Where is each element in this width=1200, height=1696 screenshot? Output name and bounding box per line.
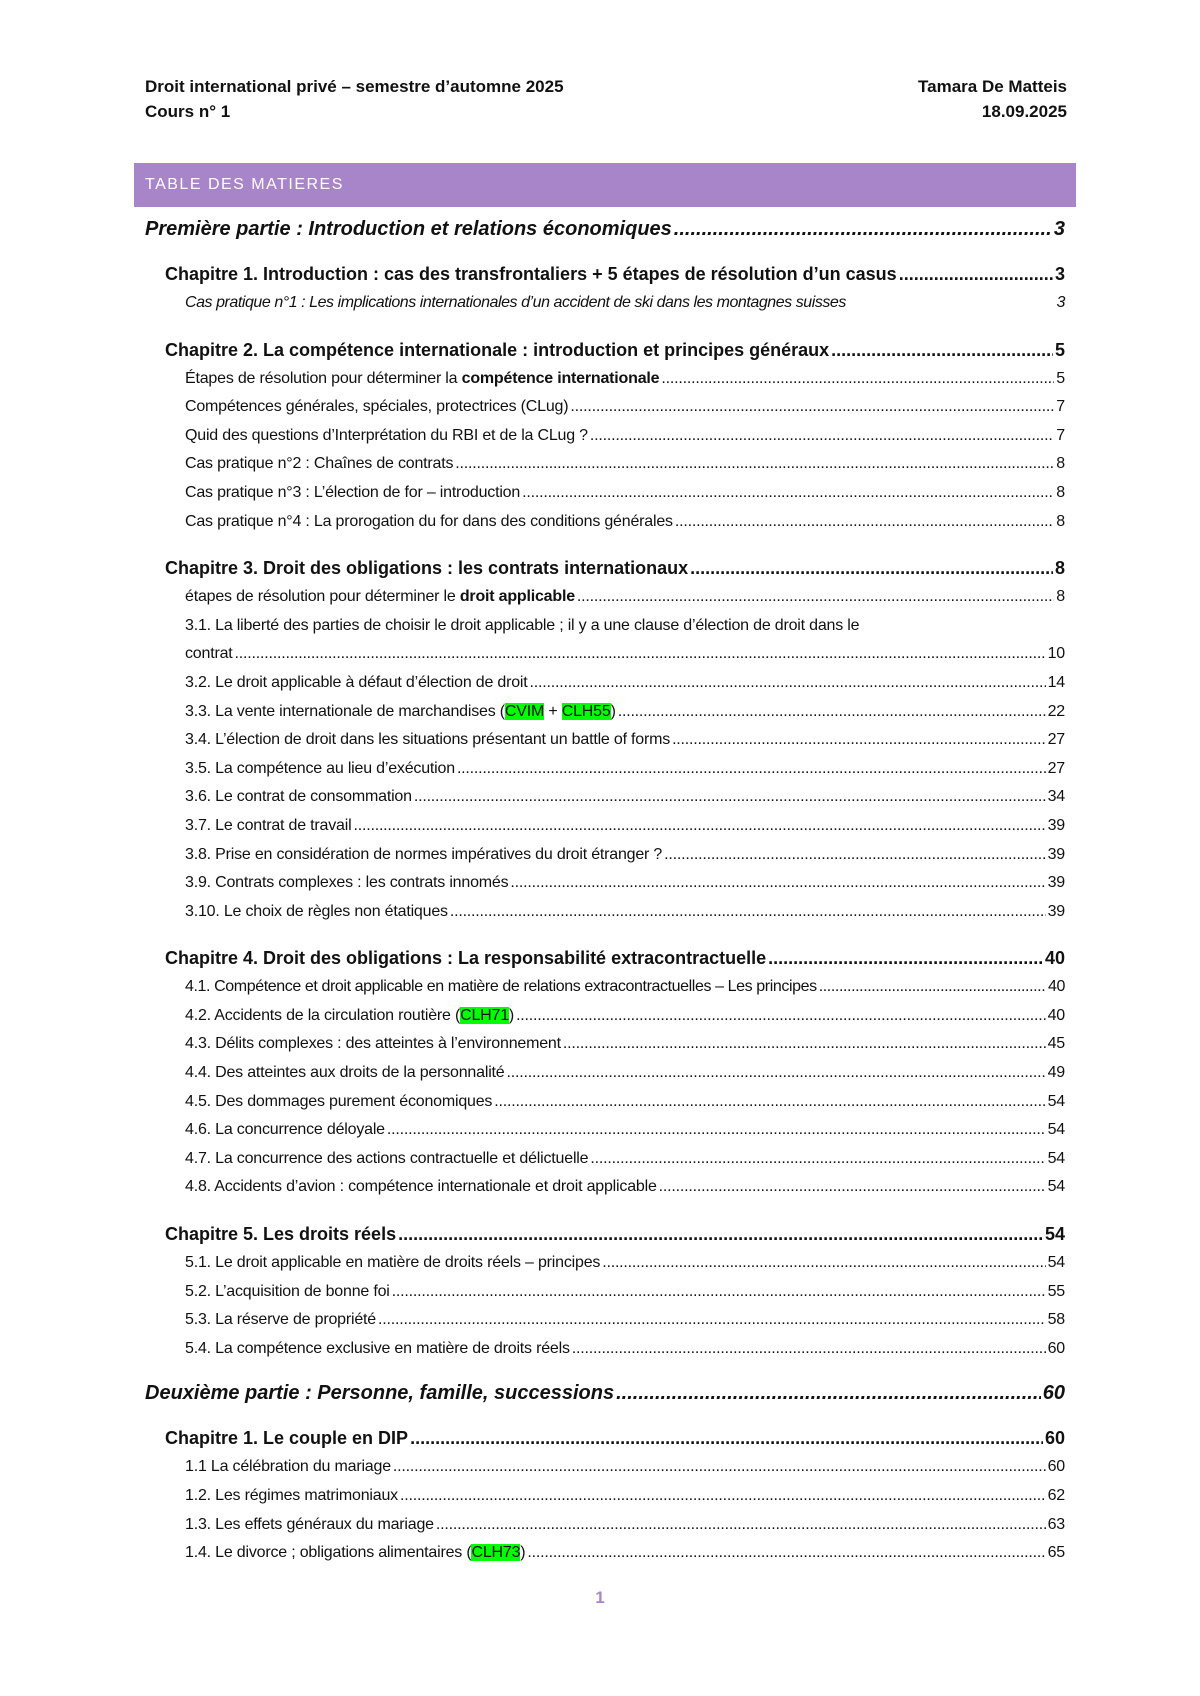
- toc-entry-title: 3.8. Prise en considération de normes impératives du droit étranger ?: [185, 845, 663, 863]
- highlight-clh55: CLH55: [561, 702, 611, 720]
- toc-entry[interactable]: [145, 1150, 1065, 1179]
- toc-part-title: Première partie : Introduction et relations économiques: [145, 218, 672, 240]
- toc-entry-title: 4.5. Des dommages purement économiques: [185, 1092, 493, 1110]
- toc-page-number: 14: [1047, 673, 1065, 691]
- toc-page-number: 39: [1047, 816, 1065, 834]
- toc-entry[interactable]: [145, 788, 1065, 817]
- toc-entry-title: 3.4. L’élection de droit dans les situations présentant un battle of forms: [185, 731, 671, 749]
- toc-part-title: Deuxième partie : Personne, famille, successions: [145, 1382, 615, 1405]
- toc-entry-title: 3.2. Le droit applicable à défaut d’élection de droit: [185, 673, 528, 691]
- toc-entry[interactable]: [145, 1254, 1065, 1283]
- course-date: 18.09.2025: [981, 102, 1067, 121]
- toc-entry-title: Compétences générales, spéciales, protectrices (CLug): [185, 398, 569, 416]
- toc-page-number: 60: [1047, 1339, 1065, 1357]
- toc-chapter-title: Chapitre 3. Droit des obligations : les contrats internationaux: [165, 558, 689, 579]
- toc-entry[interactable]: [145, 817, 1065, 846]
- toc-entry-title: 1.3. Les effets généraux du mariage: [185, 1515, 434, 1533]
- toc-entry-title: 5.2. L’acquisition de bonne foi: [185, 1282, 390, 1300]
- toc-page-number: 27: [1047, 759, 1065, 777]
- toc-entry[interactable]: [145, 427, 1065, 456]
- toc-entry[interactable]: [145, 1311, 1065, 1340]
- toc-page-number: 49: [1047, 1064, 1065, 1082]
- toc-entry-title: 3.3. La vente internationale de marchandises (CVIM + CLH55): [185, 702, 616, 720]
- toc-page-number: 22: [1047, 702, 1065, 720]
- toc-entry-title: 1.1 La célébration du mariage: [185, 1458, 391, 1476]
- toc-part2-chapter-1[interactable]: [145, 1428, 1065, 1454]
- table-of-contents: [145, 218, 1065, 1573]
- toc-page-number: 58: [1047, 1311, 1065, 1329]
- toc-entry-title: Étapes de résolution pour déterminer la compétence internationale: [185, 369, 660, 387]
- toc-entry-title: 5.4. La compétence exclusive en matière de droits réels: [185, 1339, 570, 1357]
- toc-page-number: 54: [1047, 1092, 1065, 1110]
- toc-page-number: 63: [1047, 1515, 1065, 1533]
- toc-entry[interactable]: [145, 617, 1065, 674]
- toc-entry[interactable]: [145, 398, 1065, 427]
- toc-entry-title: 5.3. La réserve de propriété: [185, 1311, 376, 1329]
- toc-entry[interactable]: [145, 903, 1065, 932]
- toc-page-number: 7: [1056, 398, 1065, 416]
- toc-chapter-1[interactable]: [145, 264, 1065, 290]
- toc-page-number: 54: [1047, 1149, 1065, 1167]
- page-number: 1: [595, 1588, 605, 1607]
- toc-entry-title: 1.4. Le divorce ; obligations alimentaires (CLH73): [185, 1544, 526, 1562]
- toc-page-number: 3: [1056, 294, 1065, 311]
- toc-entry[interactable]: [145, 703, 1065, 732]
- toc-chapter-title: Chapitre 2. La compétence internationale : introduction et principes généraux: [165, 339, 830, 360]
- toc-page-number: 40: [1047, 1006, 1065, 1024]
- toc-page-number: 3: [1053, 218, 1065, 240]
- toc-page-number: 7: [1056, 426, 1065, 444]
- toc-part-2[interactable]: [145, 1382, 1065, 1411]
- toc-entry[interactable]: [145, 731, 1065, 760]
- toc-entry[interactable]: [145, 1064, 1065, 1093]
- toc-entry-title: 1.2. Les régimes matrimoniaux: [185, 1487, 398, 1504]
- toc-entry[interactable]: [145, 1121, 1065, 1150]
- toc-entry-title: 5.1. Le droit applicable en matière de droits réels – principes: [185, 1254, 601, 1272]
- toc-entry-title: 4.6. La concurrence déloyale: [185, 1121, 385, 1139]
- toc-entry-title: 3.10. Le choix de règles non étatiques: [185, 902, 448, 920]
- toc-page-number: 60: [1047, 1458, 1065, 1476]
- toc-page-number: 39: [1047, 874, 1065, 892]
- toc-page-number: 5: [1056, 369, 1065, 387]
- toc-entry-title: Cas pratique n°3 : L’élection de for – introduction: [185, 483, 521, 501]
- toc-entry[interactable]: [145, 874, 1065, 903]
- toc-entry[interactable]: [145, 1487, 1065, 1516]
- toc-entry[interactable]: [145, 846, 1065, 875]
- toc-entry[interactable]: [145, 513, 1065, 542]
- toc-chapter-2[interactable]: [145, 340, 1065, 366]
- toc-page-number: 27: [1047, 731, 1065, 749]
- toc-page-number: 62: [1047, 1487, 1065, 1504]
- toc-page-number: 39: [1047, 902, 1065, 920]
- toc-chapter-3[interactable]: [145, 558, 1065, 584]
- toc-page-number: 54: [1047, 1178, 1065, 1196]
- toc-entry-title: 3.9. Contrats complexes : les contrats innomés: [185, 874, 509, 892]
- highlight-clh73: CLH73: [471, 1544, 521, 1562]
- toc-entry[interactable]: [145, 760, 1065, 789]
- toc-entry[interactable]: [145, 484, 1065, 513]
- toc-entry-title: 4.8. Accidents d’avion : compétence internationale et droit applicable: [185, 1178, 657, 1196]
- toc-entry[interactable]: [145, 294, 1065, 323]
- toc-page-number: 8: [1056, 512, 1065, 530]
- toc-entry[interactable]: [145, 1035, 1065, 1064]
- toc-entry-title: 3.5. La compétence au lieu d’exécution: [185, 759, 455, 777]
- toc-entry[interactable]: [145, 370, 1065, 399]
- toc-chapter-4[interactable]: [145, 948, 1065, 974]
- toc-entry[interactable]: [145, 455, 1065, 484]
- toc-page-number: 45: [1047, 1035, 1065, 1053]
- toc-entry[interactable]: [145, 1458, 1065, 1487]
- toc-entry[interactable]: [145, 978, 1065, 1007]
- toc-page-number: 54: [1044, 1224, 1065, 1245]
- toc-page-number: 40: [1048, 978, 1065, 996]
- toc-entry-title: 4.3. Délits complexes : des atteintes à l’environnement: [185, 1035, 561, 1053]
- header-right: [918, 74, 1067, 124]
- toc-page-number: 60: [1042, 1382, 1065, 1405]
- toc-entry[interactable]: [145, 1544, 1065, 1573]
- highlight-clh71: CLH71: [460, 1006, 509, 1024]
- toc-page-number: 60: [1044, 1428, 1065, 1449]
- toc-entry-title: 3.7. Le contrat de travail: [185, 816, 352, 834]
- toc-entry-title: 3.1. La liberté des parties de choisir le droit applicable ; il y a une clause d’élection de droit dans le: [185, 616, 860, 634]
- toc-page-number: 34: [1047, 788, 1065, 806]
- toc-chapter-title: Chapitre 4. Droit des obligations : La responsabilité extracontractuelle: [165, 948, 767, 969]
- toc-page-number: 3: [1054, 264, 1065, 284]
- toc-entry-title: 4.1. Compétence et droit applicable en matière de relations extracontractuelles – Les principes: [185, 978, 817, 996]
- toc-page-number: 8: [1054, 558, 1065, 579]
- toc-chapter-title: Chapitre 1. Le couple en DIP: [165, 1428, 409, 1449]
- toc-entry[interactable]: [145, 1178, 1065, 1207]
- toc-page-number: 8: [1056, 483, 1065, 501]
- toc-page-number: 8: [1056, 455, 1065, 473]
- toc-entry[interactable]: [145, 1007, 1065, 1036]
- toc-entry[interactable]: [145, 1340, 1065, 1369]
- toc-entry[interactable]: [145, 1283, 1065, 1312]
- author-name: Tamara De Matteis: [918, 77, 1067, 96]
- toc-page-number: 10: [1047, 645, 1065, 663]
- toc-page-number: 54: [1047, 1121, 1065, 1139]
- toc-entry-title: 3.6. Le contrat de consommation: [185, 788, 412, 806]
- toc-page-number: 65: [1047, 1544, 1065, 1562]
- toc-entry-title: Quid des questions d’Interprétation du RBI et de la CLug ?: [185, 426, 588, 444]
- toc-entry[interactable]: [145, 1093, 1065, 1122]
- toc-entry-title: 4.4. Des atteintes aux droits de la personnalité: [185, 1064, 505, 1082]
- course-number: Cours n° 1: [145, 102, 231, 121]
- toc-chapter-title: Chapitre 1. Introduction : cas des transfrontaliers + 5 étapes de résolution d’un casus: [165, 264, 897, 284]
- toc-entry-title: 4.2. Accidents de la circulation routière (CLH71): [185, 1006, 515, 1024]
- course-title: Droit international privé – semestre d’automne 2025: [145, 77, 564, 96]
- toc-page-number: 5: [1054, 339, 1065, 360]
- toc-chapter-5[interactable]: [145, 1224, 1065, 1250]
- toc-entry[interactable]: [145, 1516, 1065, 1545]
- toc-entry-title-cont: contrat: [185, 645, 233, 663]
- toc-part-1[interactable]: [145, 218, 1065, 247]
- toc-entry[interactable]: [145, 588, 1065, 617]
- toc-page-number: 40: [1044, 948, 1065, 969]
- toc-entry-title: étapes de résolution pour déterminer le droit applicable: [185, 588, 575, 606]
- toc-heading: TABLE DES MATIERES: [134, 163, 1076, 207]
- toc-page-number: 54: [1047, 1254, 1065, 1272]
- toc-entry-title: Cas pratique n°4 : La prorogation du for dans des conditions générales: [185, 512, 673, 530]
- highlight-cvim: CVIM: [504, 702, 545, 720]
- toc-chapter-title: Chapitre 5. Les droits réels: [165, 1224, 397, 1245]
- toc-entry-title: 4.7. La concurrence des actions contractuelle et délictuelle: [185, 1149, 589, 1167]
- toc-page-number: 8: [1056, 588, 1065, 606]
- header-left: [145, 74, 564, 124]
- toc-page-number: 39: [1047, 845, 1065, 863]
- toc-entry[interactable]: [145, 674, 1065, 703]
- toc-page-number: 55: [1047, 1282, 1065, 1300]
- toc-entry-title: Cas pratique n°2 : Chaînes de contrats: [185, 455, 454, 473]
- toc-entry-title: Cas pratique n°1 : Les implications internationales d’un accident de ski dans les montagnes suisses: [185, 294, 846, 311]
